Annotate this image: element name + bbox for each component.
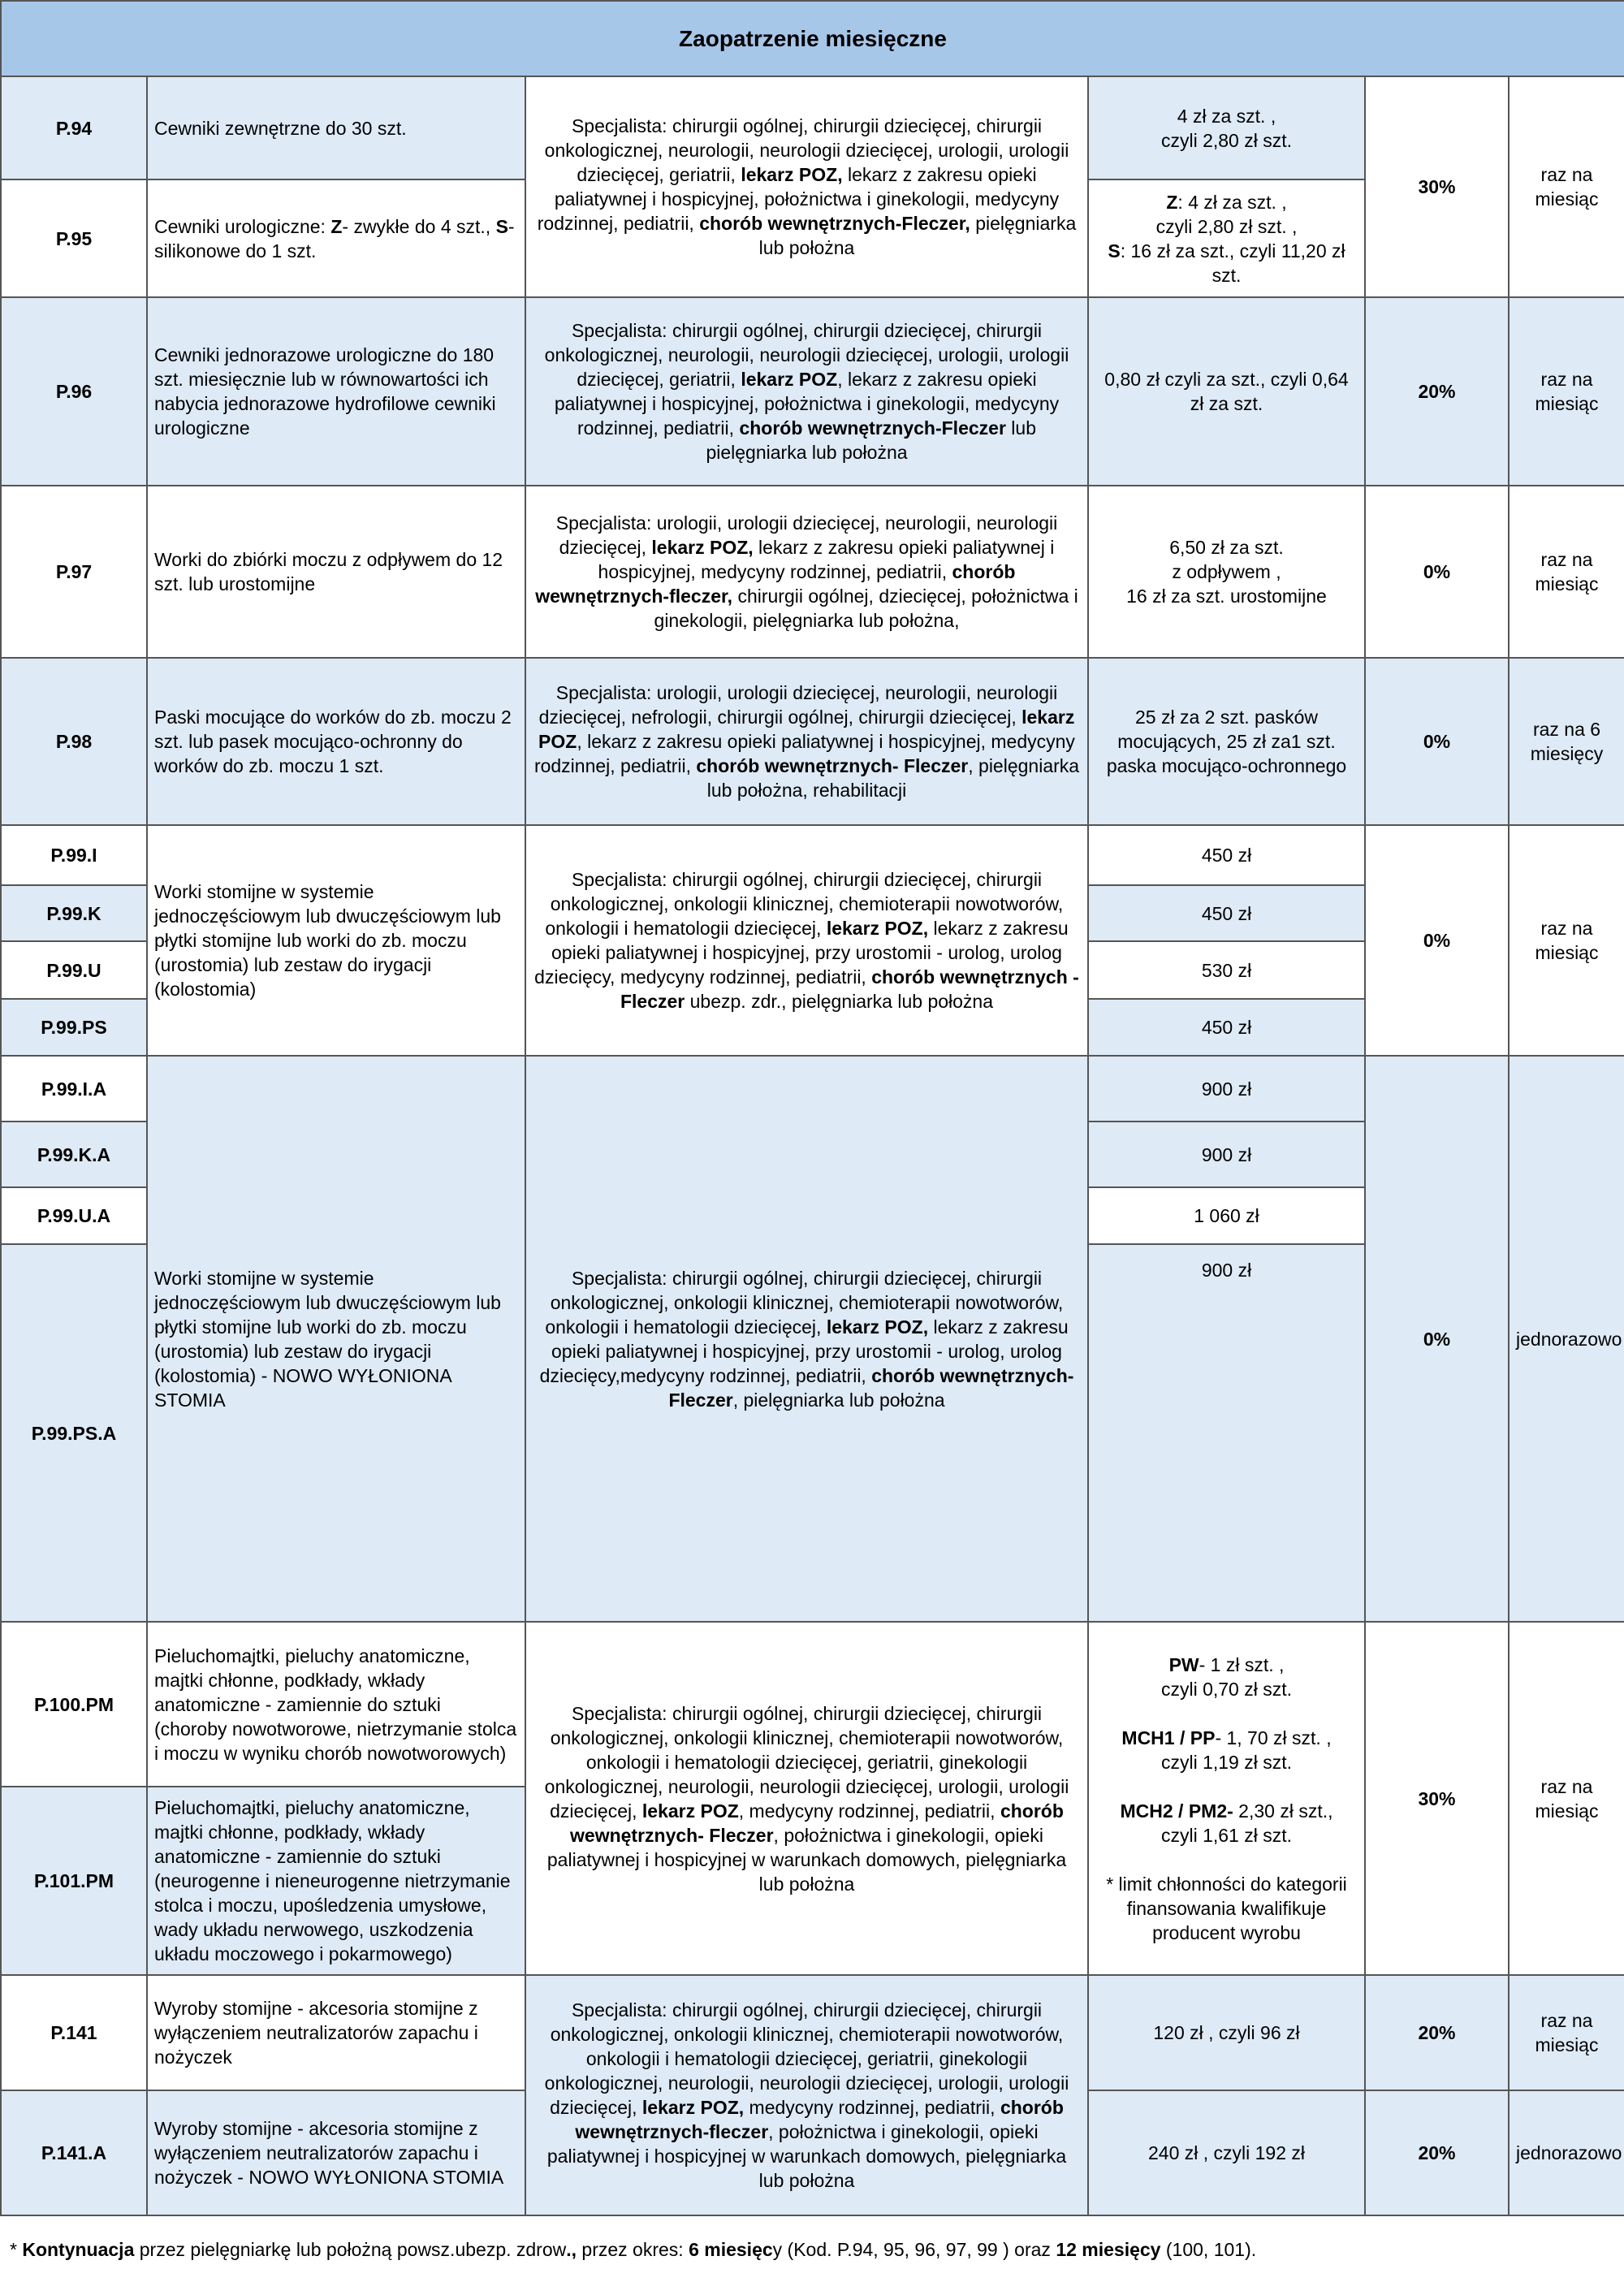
price-p96: 0,80 zł czyli za szt., czyli 0,64 zł za szt. <box>1088 297 1365 486</box>
code-p96: P.96 <box>1 297 147 486</box>
price-p141: 120 zł , czyli 96 zł <box>1088 1975 1365 2090</box>
code-p97: P.97 <box>1 486 147 658</box>
refund-pct-p141-a: 20% <box>1365 2090 1509 2215</box>
price-p99-i-a: 900 zł <box>1088 1056 1365 1122</box>
desc-p98: Paski mocujące do worków do zb. moczu 2 szt. lub pasek mocująco-ochronny do worków do zb. moczu 1 szt. <box>147 658 525 825</box>
code-p94: P.94 <box>1 76 147 179</box>
price-p94: 4 zł za szt. , czyli 2,80 zł szt. <box>1088 76 1365 179</box>
refund-pct-p96: 20% <box>1365 297 1509 486</box>
code-p99-k: P.99.K <box>1 885 147 941</box>
refund-pct-p99: 0% <box>1365 825 1509 1056</box>
footnote-continuation: * Kontynuacja przez pielęgniarkę lub położną powsz.ubezp. zdrow., przez okres: 6 miesięcy (Kod. P.94, 95, 96, 97, 99 ) oraz 12 miesięcy (100, 101). <box>10 2239 1257 2260</box>
frequency-p100-p101: raz na miesiąc <box>1509 1622 1624 1975</box>
desc-p101-pm: Pieluchomajtki, pieluchy anatomiczne, majtki chłonne, podkłady, wkłady anatomiczne - zamiennie do sztuki (neurogenne i nieneurogenne nietrzymanie stolca i moczu, upośledzenia umysłowe, wady układu nerwowego, uszkodzenia układu moczowego i pokarmowego) <box>147 1787 525 1975</box>
desc-p99-a: Worki stomijne w systemie jednoczęściowym lub dwuczęściowym lub płytki stomijne lub worki do zb. moczu (urostomia) lub zestaw do irygacji (kolostomia) - NOWO WYŁONIONA STOMIA <box>147 1056 525 1622</box>
code-p99-i-a: P.99.I.A <box>1 1056 147 1122</box>
spec-p98: Specjalista: urologii, urologii dziecięcej, neurologii, neurologii dziecięcej, nefrologii, chirurgii ogólnej, chirurgii dziecięcej, lekarz POZ, lekarz z zakresu opieki paliatywnej i hospicyjnej, medycyny rodzinnej, pediatrii, chorób wewnętrznych- Fleczer, pielęgniarka lub położna, rehabilitacji <box>525 658 1088 825</box>
spec-p97: Specjalista: urologii, urologii dziecięcej, neurologii, neurologii dziecięcej, lekarz POZ, lekarz z zakresu opieki paliatywnej i hospicyjnej, medycyny rodzinnej, pediatrii, chorób wewnętrznych-fleczer, chirurgii ogólnej, dziecięcej, położnictwa i ginekologii, pielęgniarka lub położna, <box>525 486 1088 658</box>
price-p100-p101: PW- 1 zł szt. , czyli 0,70 zł szt. MCH1 / PP- 1, 70 zł szt. , czyli 1,19 zł szt. MCH2 / PM2- 2,30 zł szt., czyli 1,61 zł szt. * limit chłonności do kategorii finansowania kwalifikuje producent wyrobu <box>1088 1622 1365 1975</box>
desc-p96: Cewniki jednorazowe urologiczne do 180 szt. miesięcznie lub w równowartości ich nabycia jednorazowe hydrofilowe cewniki urologiczne <box>147 297 525 486</box>
price-p98: 25 zł za 2 szt. pasków mocujących, 25 zł za1 szt. paska mocująco-ochronnego <box>1088 658 1365 825</box>
spec-p94-p95: Specjalista: chirurgii ogólnej, chirurgii dziecięcej, chirurgii onkologicznej, neurologii, neurologii dziecięcej, urologii, urologii dziecięcej, geriatrii, lekarz POZ, lekarz z zakresu opieki paliatywnej i hospicyjnej, położnictwa i ginekologii, medycyny rodzinnej, pediatrii, chorób wewnętrznych-Fleczer, pielęgniarka lub położna <box>525 76 1088 297</box>
code-p99-u: P.99.U <box>1 941 147 999</box>
price-p97: 6,50 zł za szt. z odpływem , 16 zł za szt. urostomijne <box>1088 486 1365 658</box>
absorbency-note: * limit chłonności do kategorii finansowania kwalifikuje producent wyrobu <box>1106 1873 1347 1943</box>
refund-pct-p100-p101: 30% <box>1365 1622 1509 1975</box>
code-p141: P.141 <box>1 1975 147 2090</box>
code-p101-pm: P.101.PM <box>1 1787 147 1975</box>
desc-p95: Cewniki urologiczne: Z- zwykłe do 4 szt., S- silikonowe do 1 szt. <box>147 179 525 297</box>
code-p99-u-a: P.99.U.A <box>1 1187 147 1244</box>
spec-p99-a: Specjalista: chirurgii ogólnej, chirurgii dziecięcej, chirurgii onkologicznej, onkologii klinicznej, chemioterapii nowotworów, onkologii i hematologii dziecięcej, lekarz POZ, lekarz z zakresu opieki paliatywnej i hospicyjnej, przy urostomii - urolog, urolog dziecięcy,medycyny rodzinnej, pediatrii, chorób wewnętrznych- Fleczer, pielęgniarka lub położna <box>525 1056 1088 1622</box>
desc-p141-a: Wyroby stomijne - akcesoria stomijne z wyłączeniem neutralizatorów zapachu i nożyczek - NOWO WYŁONIONA STOMIA <box>147 2090 525 2215</box>
desc-p97: Worki do zbiórki moczu z odpływem do 12 szt. lub urostomijne <box>147 486 525 658</box>
code-p99-ps: P.99.PS <box>1 999 147 1056</box>
spec-p141: Specjalista: chirurgii ogólnej, chirurgii dziecięcej, chirurgii onkologicznej, onkologii klinicznej, chemioterapii nowotworów, onkologii i hematologii dziecięcej, geriatrii, ginekologii onkologicznej, neurologii, neurologii dziecięcej, urologii, urologii dziecięcej, lekarz POZ, medycyny rodzinnej, pediatrii, chorób wewnętrznych-fleczer, położnictwa i ginekologii, opieki paliatywnej i hospicyjnej w warunkach domowych, pielęgniarka lub położna <box>525 1975 1088 2215</box>
desc-p100-pm: Pieluchomajtki, pieluchy anatomiczne, majtki chłonne, podkłady, wkłady anatomiczne - zamiennie do sztuki (choroby nowotworowe, nietrzymanie stolca i moczu w wyniku chorób nowotworowych) <box>147 1622 525 1787</box>
frequency-p98: raz na 6 miesięcy <box>1509 658 1624 825</box>
frequency-p99-a: jednorazowo <box>1509 1056 1624 1622</box>
code-p95: P.95 <box>1 179 147 297</box>
refund-pct-p94-p95: 30% <box>1365 76 1509 297</box>
price-p99-k-a: 900 zł <box>1088 1122 1365 1187</box>
price-p95: Z: 4 zł za szt. , czyli 2,80 zł szt. , S: 16 zł za szt., czyli 11,20 zł szt. <box>1088 179 1365 297</box>
frequency-p94-p95: raz na miesiąc <box>1509 76 1624 297</box>
code-p141-a: P.141.A <box>1 2090 147 2215</box>
refund-pct-p97: 0% <box>1365 486 1509 658</box>
price-p99-ps-a: 900 zł <box>1088 1244 1365 1622</box>
frequency-p99: raz na miesiąc <box>1509 825 1624 1056</box>
spec-p100-p101: Specjalista: chirurgii ogólnej, chirurgii dziecięcej, chirurgii onkologicznej, onkologii klinicznej, chemioterapii nowotworów, onkologii i hematologii dziecięcej, geriatrii, ginekologii onkologicznej, neurologii, neurologii dziecięcej, urologii, urologii dziecięcej, lekarz POZ, medycyny rodzinnej, pediatrii, chorób wewnętrznych- Fleczer, położnictwa i ginekologii, opieki paliatywnej i hospicyjnej w warunkach domowych, pielęgniarka lub położna <box>525 1622 1088 1975</box>
spec-p96: Specjalista: chirurgii ogólnej, chirurgii dziecięcej, chirurgii onkologicznej, neurologii, neurologii dziecięcej, urologii, urologii dziecięcej, geriatrii, lekarz POZ, lekarz z zakresu opieki paliatywnej i hospicyjnej, położnictwa i ginekologii, medycyny rodzinnej, pediatrii, chorób wewnętrznych-Fleczer lub pielęgniarka lub położna <box>525 297 1088 486</box>
refund-pct-p99-a: 0% <box>1365 1056 1509 1622</box>
desc-p94: Cewniki zewnętrzne do 30 szt. <box>147 76 525 179</box>
price-p99-k: 450 zł <box>1088 885 1365 941</box>
price-p99-ps: 450 zł <box>1088 999 1365 1056</box>
frequency-p96: raz na miesiąc <box>1509 297 1624 486</box>
desc-p99: Worki stomijne w systemie jednoczęściowym lub dwuczęściowym lub płytki stomijne lub worki do zb. moczu (urostomia) lub zestaw do irygacji (kolostomia) <box>147 825 525 1056</box>
price-p99-u: 530 zł <box>1088 941 1365 999</box>
price-p141-a: 240 zł , czyli 192 zł <box>1088 2090 1365 2215</box>
price-p99-u-a: 1 060 zł <box>1088 1187 1365 1244</box>
code-p99-i: P.99.I <box>1 825 147 885</box>
desc-p141: Wyroby stomijne - akcesoria stomijne z wyłączeniem neutralizatorów zapachu i nożyczek <box>147 1975 525 2090</box>
spec-p99: Specjalista: chirurgii ogólnej, chirurgii dziecięcej, chirurgii onkologicznej, onkologii klinicznej, chemioterapii nowotworów, onkologii i hematologii dziecięcej, lekarz POZ, lekarz z zakresu opieki paliatywnej i hospicyjnej, przy urostomii - urolog, urolog dziecięcy, medycyny rodzinnej, pediatrii, chorób wewnętrznych -Fleczer ubezp. zdr., pielęgniarka lub położna <box>525 825 1088 1056</box>
refund-pct-p98: 0% <box>1365 658 1509 825</box>
frequency-p141: raz na miesiąc <box>1509 1975 1624 2090</box>
refund-pct-p141: 20% <box>1365 1975 1509 2090</box>
table-title: Zaopatrzenie miesięczne <box>1 1 1624 76</box>
code-p99-ps-a: P.99.PS.A <box>1 1244 147 1622</box>
frequency-p97: raz na miesiąc <box>1509 486 1624 658</box>
frequency-p141-a: jednorazowo <box>1509 2090 1624 2215</box>
code-p100-pm: P.100.PM <box>1 1622 147 1787</box>
code-p99-k-a: P.99.K.A <box>1 1122 147 1187</box>
code-p98: P.98 <box>1 658 147 825</box>
price-p99-i: 450 zł <box>1088 825 1365 885</box>
